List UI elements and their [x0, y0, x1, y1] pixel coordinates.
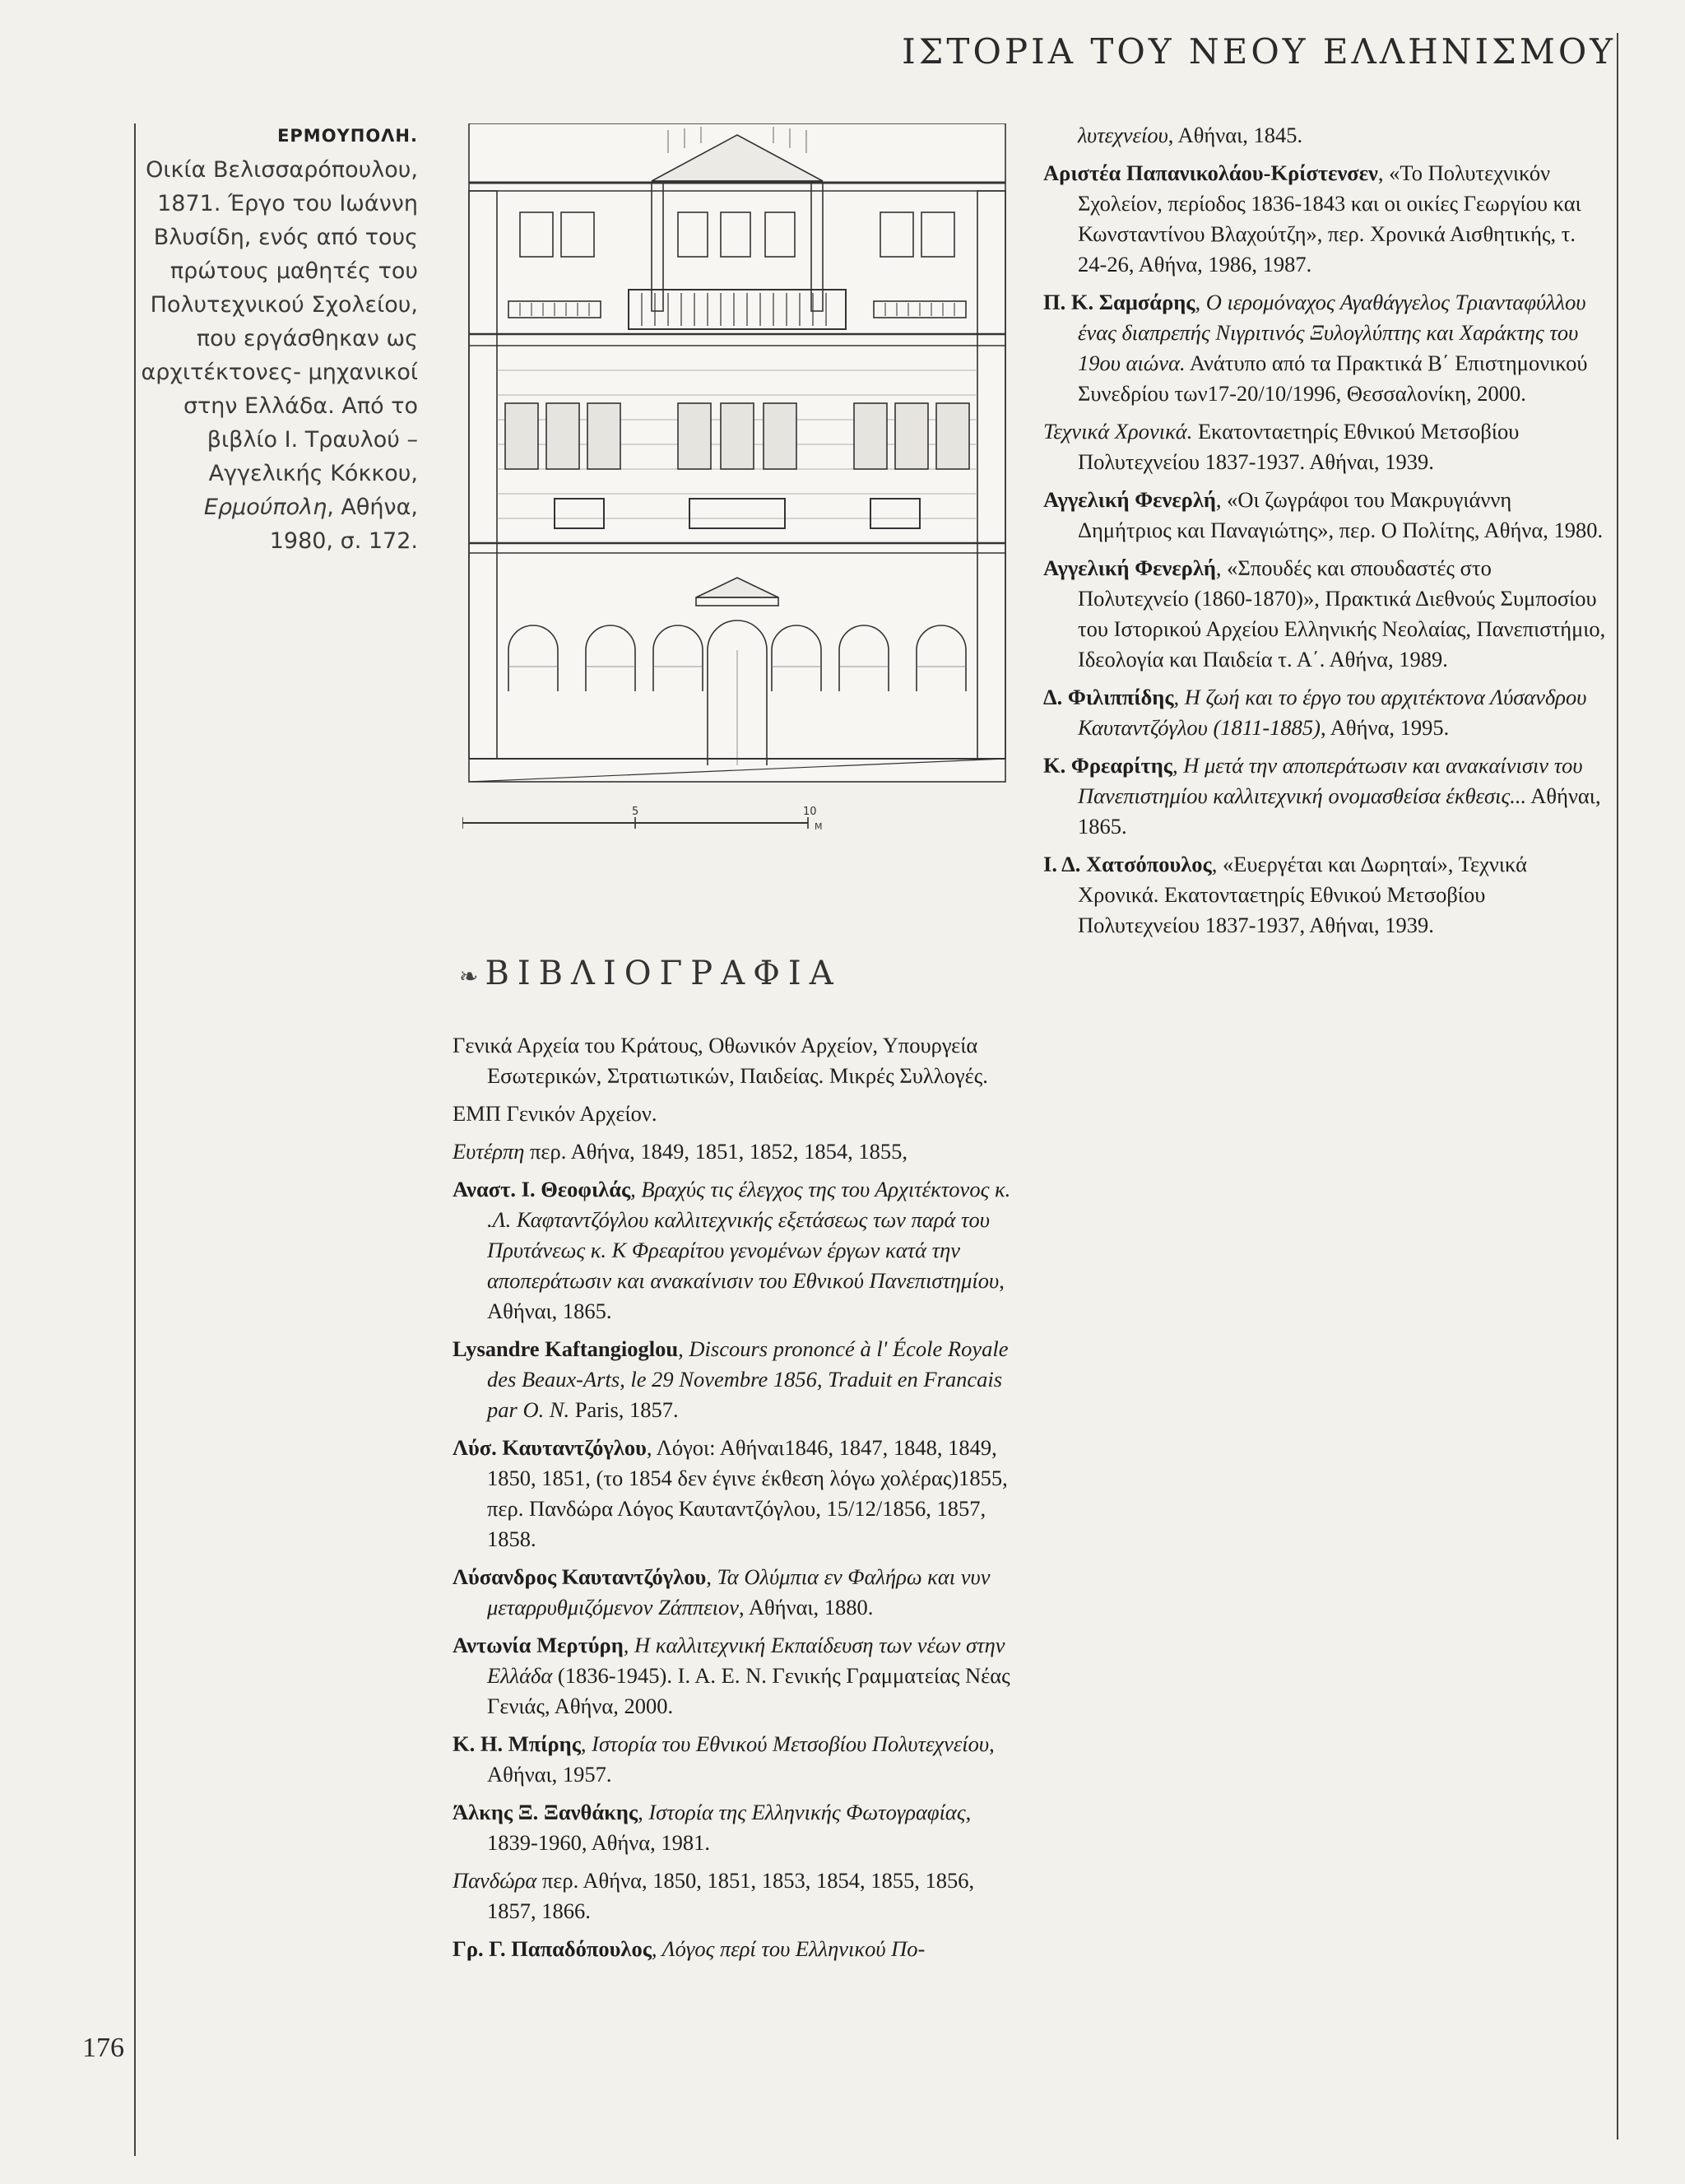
bibliography-entry — [453, 1099, 1012, 1129]
bib-author: Lysandre Kaftangioglou — [453, 1336, 679, 1361]
bibliography-entry — [453, 1433, 1012, 1554]
right-vertical-rule — [1617, 33, 1618, 2140]
bib-rest: Αθήναι, 1865. — [1078, 783, 1601, 839]
bib-author: Αντωνία Μερτύρη — [453, 1633, 624, 1657]
bib-rest: περ. Αθήνα, 1850, 1851, 1853, 1854, 1855, 1856, 1857, 1866. — [487, 1868, 975, 1923]
bibliography-entry — [1043, 158, 1606, 280]
bibliography-entry — [453, 1562, 1012, 1623]
page-number: 176 — [82, 2033, 124, 2063]
bib-rest: Γενικά Αρχεία του Κράτους, Οθωνικόν Αρχείον, Υπουργεία Εσωτερικών, Στρατιωτικών, Παιδείας. Μικρές Συλλογές. — [453, 1033, 988, 1088]
bib-title: , Βραχύς τις έλεγχος της του Αρχιτέκτονος κ. .Λ. Καφταντζόγλου καλλιτεχνικής εξετάσεως των παρά του Πρυτάνεως κ. Κ Φρεαρίτου γενομένων έργων κατά την αποπεράτωσιν και ανακαίνισιν του Εθνικού Πανεπιστημίου — [487, 1177, 1011, 1293]
bib-title: , Ιστορία της Ελληνικής Φωτογραφίας — [638, 1800, 966, 1824]
bib-rest: Εκατονταετηρίς Εθνικού Μετσοβίου Πολυτεχνείου 1837-1937. Αθήναι, 1939. — [1078, 419, 1520, 474]
scale-label-end: 10 — [803, 806, 817, 818]
caption-title: ΕΡΜΟΥΠΟΛΗ. — [277, 126, 418, 146]
bib-author: Αγγελική Φενερλή — [1043, 555, 1216, 580]
bibliography-entry — [1043, 416, 1606, 477]
bibliography-entry — [453, 1934, 1012, 1964]
bibliography-continuation — [1043, 120, 1606, 151]
caption-line-1: Οικία Βελισσαρόπουλου, 1871. — [146, 157, 418, 216]
bib-rest: , Αθήναι, 1957. — [487, 1731, 995, 1787]
bib-author: Π. Κ. Σαμσάρης — [1043, 290, 1195, 314]
bib-title: , Η καλλιτεχνική Εκπαίδευση των νέων στην Ελλάδα — [487, 1633, 1005, 1688]
bibliography-entry — [453, 1630, 1012, 1722]
bibliography-entry — [453, 1030, 1012, 1091]
bibliography-entry — [453, 1866, 1012, 1926]
bib-rest: περ. Αθήνα, 1849, 1851, 1852, 1854, 1855, — [524, 1139, 907, 1164]
bib-title: , Η μετά την αποπεράτωσιν και ανακαίνισιν του Πανεπιστημίου καλλιτεχνική ονομασθείσα έκθεσις... — [1078, 753, 1583, 808]
bib-title: Πανδώρα — [453, 1868, 537, 1893]
bib-rest: , «Οι ζωγράφοι του Μακρυγιάννη Δημήτριος και Παναγιώτης», περ. Ο Πολίτης, Αθήνα, 1980. — [1078, 487, 1604, 542]
bib-rest: ΕΜΠ Γενικόν Αρχείον. — [453, 1101, 657, 1126]
caption-line-3-italic: Ερμούπολη — [203, 495, 327, 520]
bib-author: Γρ. Γ. Παπαδόπουλος — [453, 1936, 652, 1961]
bib-title: , Λόγος περί του Ελληνικού Πο- — [651, 1936, 926, 1961]
bib-author: Κ. Η. Μπίρης — [453, 1731, 581, 1756]
caption-line-3-post: , Αθήνα, 1980, σ. 172. — [269, 495, 418, 554]
bib-rest: , «Το Πολυτεχνικόν Σχολείον, περίοδος 1836-1843 και οι οικίες Γεωργίου και Κωνσταντίνου Βλαχούτζη», περ. Χρονικά Αισθητικής, τ. 24-26, Αθήνα, 1986, 1987. — [1078, 160, 1581, 276]
figure-caption — [140, 119, 418, 558]
bib-author: Αναστ. Ι. Θεοφιλάς — [453, 1177, 631, 1201]
bib-rest: (1836-1945). Ι. Α. Ε. Ν. Γενικής Γραμματείας Νέας Γενιάς, Αθήνα, 2000. — [487, 1663, 1010, 1718]
bibliography-entry — [1043, 849, 1606, 941]
bib-title: , Discours prononcé à l' École Royale des Beaux-Arts, le 29 Novembre 1856, Traduit en Francais par O. N. — [487, 1336, 1009, 1422]
bibliography-entry — [1043, 553, 1606, 675]
bib-title: , Η ζωή και το έργο του αρχιτέκτονα Λύσανδρου Καυταντζόγλου (1811-1885) — [1078, 685, 1587, 740]
bib-author: Ι. Δ. Χατσόπουλος — [1043, 852, 1212, 876]
bib-author: Αριστέα Παπανικολάου-Κρίστενσεν — [1043, 160, 1378, 185]
bibliography-column-right — [1043, 120, 1606, 948]
bib-rest: Ανάτυπο από τα Πρακτικά Β΄ Επιστημονικού Συνεδρίου των17-20/10/1996, Θεσσαλονίκη, 2000. — [1078, 351, 1588, 406]
bib-title: Τεχνικά Χρονικά. — [1043, 419, 1193, 444]
bibliography-entry — [1043, 682, 1606, 743]
bib-title: , Τα Ολύμπια εν Φαλήρω και νυν μεταρρυθμιζόμενον Ζάππειον — [487, 1564, 991, 1619]
scale-label-unit: M — [815, 821, 823, 832]
bib-rest: , Αθήναι, 1880. — [739, 1595, 874, 1619]
bibliography-entry — [453, 1797, 1012, 1858]
bib-title: , Ο ιερομόναχος Αγαθάγγελος Τριανταφύλλου ένας διαπρεπής Νιγριτινός Ξυλογλύπτης και Χαράκτης του 19ου αιώνα. — [1078, 290, 1586, 375]
bib-rest: , «Σπουδές και σπουδαστές στο Πολυτεχνείο (1860-1870)», Πρακτικά Διεθνούς Συμποσίου του Ιστορικού Αρχείου Ελληνικής Νεολαίας, Πανεπιστήμιο, Ιδεολογία και Παιδεία τ. Α΄. Αθήνα, 1989. — [1078, 555, 1606, 671]
bibliography-entry — [453, 1334, 1012, 1425]
building-elevation-drawing — [462, 123, 1012, 839]
bib-author: Άλκης Ξ. Ξανθάκης — [453, 1800, 638, 1824]
bibliography-entry — [453, 1729, 1012, 1790]
bibliography-entry — [1043, 287, 1606, 409]
bib-rest: Paris, 1857. — [569, 1397, 679, 1422]
bibliography-entry — [1043, 485, 1606, 546]
bib-rest: , Αθήνα, 1995. — [1320, 715, 1450, 740]
bib-author: Αγγελική Φενερλή — [1043, 487, 1216, 512]
scale-label-mid: 5 — [632, 806, 639, 818]
bib-rest: , «Ευεργέται και Δωρηταί», Τεχνικά Χρονικά. Εκατονταετηρίς Εθνικού Μετσοβίου Πολυτεχνείου 1837-1937, Αθήναι, 1939. — [1078, 852, 1527, 937]
bib-rest: , Λόγοι: Αθήναι1846, 1847, 1848, 1849, 1850, 1851, (το 1854 δεν έγινε έκθεση λόγω χολέρας)1855, περ. Πανδώρα Λόγος Καυταντζόγλου, 15/12/1856, 1857, 1858. — [487, 1435, 1008, 1551]
bib-author: Κ. Φρεαρίτης — [1043, 753, 1172, 778]
bib-author: Λύσ. Καυταντζόγλου — [453, 1435, 647, 1460]
bib-title: Ευτέρπη — [453, 1139, 525, 1164]
bib-title: λυτεχνείου — [1078, 123, 1168, 147]
running-header: ΙΣΤΟΡΙΑ ΤΟΥ ΝΕΟΥ ΕΛΛΗΝΙΣΜΟΥ — [902, 31, 1616, 72]
left-vertical-rule — [134, 123, 136, 2156]
bib-rest: , Αθήναι, 1865. — [487, 1268, 1005, 1323]
caption-line-2: Έργο του Ιωάννη Βλυσίδη, ενός από τους πρώτους μαθητές του Πολυτεχνικού Σχολείου, που εργάσθηκαν ως αρχιτέκτονες- μηχανικοί στην Ελλάδα. — [141, 191, 418, 419]
bibliography-heading-text: ΒΙΒΛΙΟΓΡΑΦΙΑ — [485, 955, 842, 992]
fleuron-icon: ❧ — [459, 963, 479, 990]
bib-author: Λύσανδρος Καυταντζόγλου — [453, 1564, 707, 1589]
caption-line-3-pre: Από το βιβλίο Ι. Τραυλού – Αγγελικής Κόκκου, — [207, 393, 418, 486]
bibliography-entry — [453, 1174, 1012, 1327]
bibliography-entry — [1043, 750, 1606, 842]
bibliography-column-left — [453, 1030, 1012, 1972]
bib-title: , Ιστορία του Εθνικού Μετσοβίου Πολυτεχνείου — [580, 1731, 990, 1756]
bibliography-list-right — [1043, 158, 1606, 941]
bib-author: Δ. Φιλιππίδης — [1043, 685, 1174, 709]
bib-rest: , Αθήναι, 1845. — [1167, 123, 1303, 147]
bibliography-heading — [459, 955, 842, 992]
bib-rest: , 1839-1960, Αθήνα, 1981. — [487, 1800, 972, 1855]
bibliography-entry — [453, 1136, 1012, 1167]
